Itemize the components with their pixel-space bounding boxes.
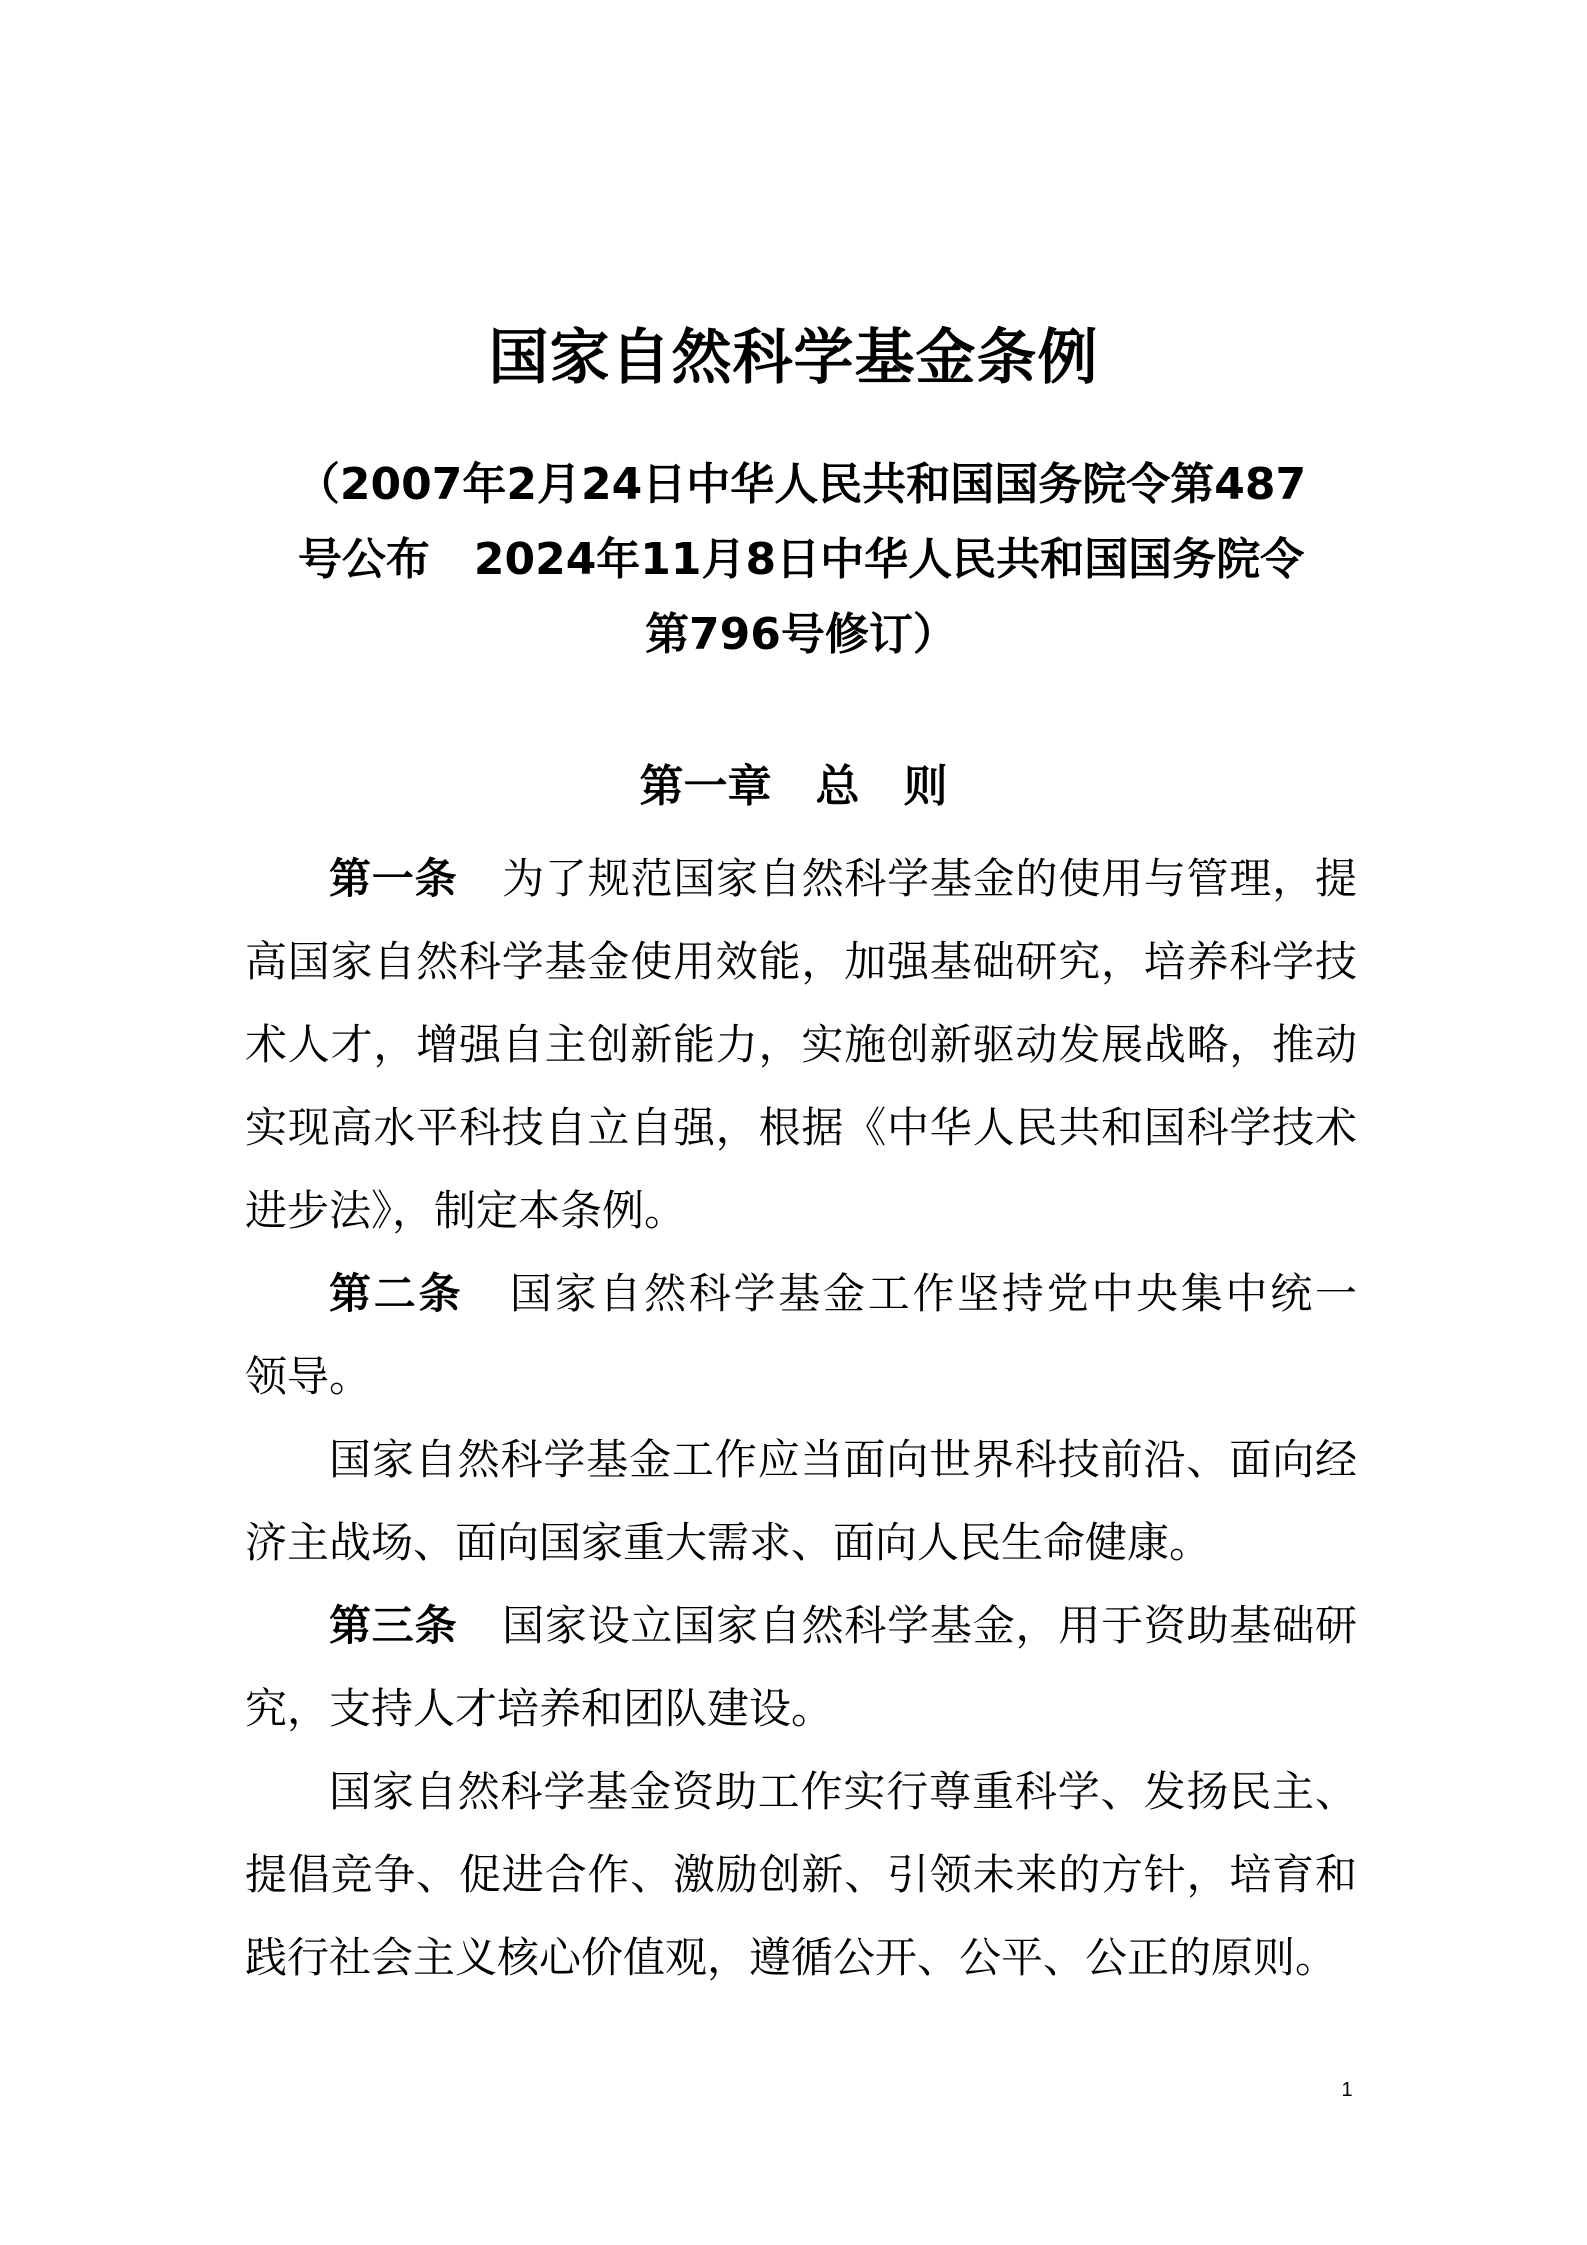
article-number: 第三条 (329, 1601, 458, 1650)
article-3 (245, 1584, 1357, 1750)
paragraph-line (245, 1584, 1357, 1667)
paragraph-line (245, 1252, 1357, 1335)
article-text: 为了规范国家自然科学基金的使用与管理，提 (501, 854, 1357, 903)
document-title: 国家自然科学基金条例 (488, 323, 1099, 393)
paragraph-line: 究，支持人才培养和团队建设。 (245, 1684, 834, 1733)
paragraph-line: 国家自然科学基金工作应当面向世界科技前沿、面向经 (329, 1435, 1357, 1484)
article-2 (245, 1252, 1357, 1418)
article-2-paragraph-2 (245, 1418, 1357, 1584)
paragraph-line: 高国家自然科学基金使用效能，加强基础研究，培养科学技 (245, 937, 1357, 986)
paragraph-line: 实现高水平科技自立自强，根据《中华人民共和国科学技术 (245, 1103, 1357, 1152)
paragraph-line: 进步法》，制定本条例。 (245, 1186, 687, 1235)
article-number: 第二条 (329, 1269, 464, 1318)
paragraph-line: 领导。 (245, 1352, 372, 1401)
paragraph-line: 术人才，增强自主创新能力，实施创新驱动发展战略，推动 (245, 1020, 1357, 1069)
article-text: 国家自然科学基金工作坚持党中央集中统一 (507, 1269, 1357, 1318)
promulgation-note-line: 号公布 2024年11月8日中华人民共和国国务院令 (297, 534, 1305, 585)
article-number: 第一条 (329, 854, 458, 903)
paragraph-line: 国家自然科学基金资助工作实行尊重科学、发扬民主、 (329, 1767, 1357, 1816)
paragraph-line (245, 837, 1357, 920)
page-number: 1 (1341, 2079, 1353, 2101)
promulgation-note-line: 第796号修订） (645, 609, 957, 660)
article-3-paragraph-2 (245, 1750, 1357, 1999)
chapter-heading: 第一章 总 则 (639, 761, 948, 812)
paragraph-line: 践行社会主义核心价值观，遵循公开、公平、公正的原则。 (245, 1933, 1338, 1982)
paragraph-line: 济主战场、面向国家重大需求、面向人民生命健康。 (245, 1518, 1212, 1567)
article-text: 国家设立国家自然科学基金，用于资助基础研 (501, 1601, 1357, 1650)
article-body (245, 837, 1357, 1999)
article-1 (245, 837, 1357, 1252)
paragraph-line: 提倡竞争、促进合作、激励创新、引领未来的方针，培育和 (245, 1850, 1357, 1899)
promulgation-note (245, 447, 1357, 672)
promulgation-note-line: （2007年2月24日中华人民共和国国务院令第487 (295, 459, 1307, 510)
